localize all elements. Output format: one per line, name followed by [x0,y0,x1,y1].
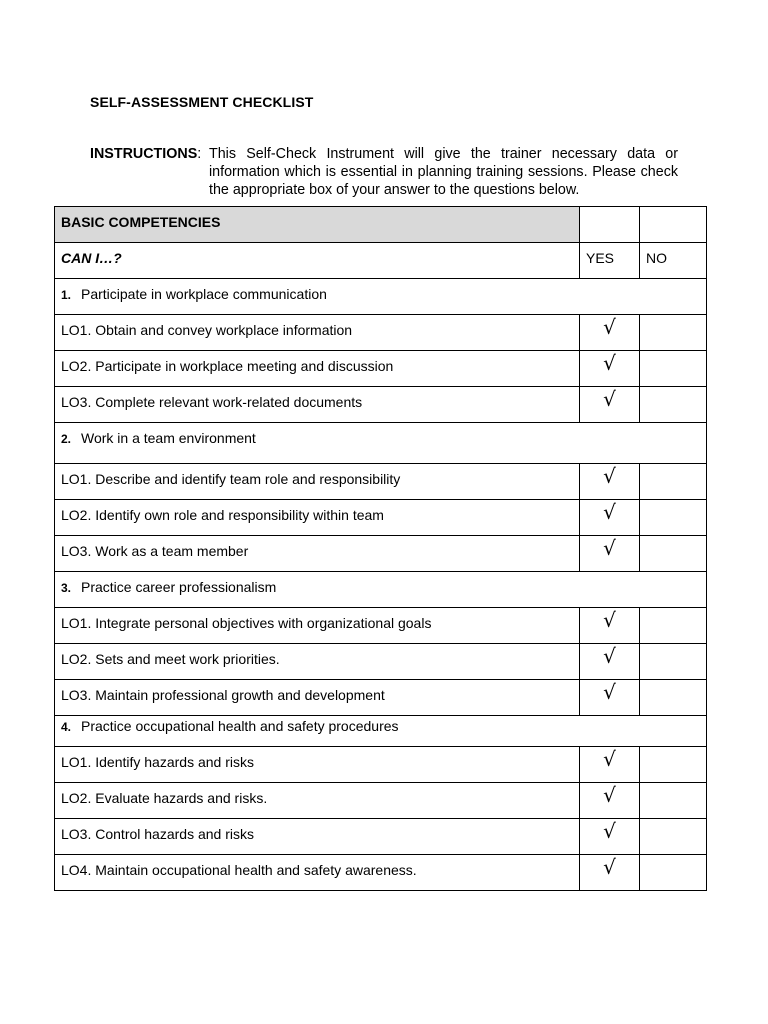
competency-title [55,279,707,315]
yes-checkbox[interactable]: √ [580,783,640,819]
competency-row [55,716,707,747]
no-checkbox[interactable] [640,387,707,423]
no-column-label: NO [640,243,707,279]
competency-title [55,423,707,464]
table-row [55,315,707,351]
no-checkbox[interactable] [640,500,707,536]
self-assessment-table [54,206,707,891]
competency-title-text: Practice occupational health and safety procedures [81,718,399,734]
no-checkbox[interactable] [640,680,707,716]
no-checkbox[interactable] [640,351,707,387]
header-no-blank [640,207,707,243]
yes-column-label: YES [580,243,640,279]
learning-outcome: LO2. Evaluate hazards and risks. [55,783,580,819]
table-row [55,500,707,536]
document-title: SELF-ASSESSMENT CHECKLIST [90,94,314,110]
yes-checkbox[interactable]: √ [580,747,640,783]
no-checkbox[interactable] [640,747,707,783]
yes-checkbox[interactable]: √ [580,644,640,680]
competency-title-text: Work in a team environment [81,430,256,446]
yes-checkbox[interactable]: √ [580,819,640,855]
competency-number: 3. [61,581,72,595]
basic-competencies-header: BASIC COMPETENCIES [55,207,580,243]
learning-outcome: LO3. Complete relevant work-related documents [55,387,580,423]
yes-checkbox[interactable]: √ [580,680,640,716]
competency-number: 1. [61,288,72,302]
competency-title-text: Participate in workplace communication [81,286,327,302]
competency-number: 2. [61,432,72,446]
learning-outcome: LO1. Obtain and convey workplace information [55,315,580,351]
table-row [55,536,707,572]
no-checkbox[interactable] [640,608,707,644]
no-checkbox[interactable] [640,315,707,351]
competency-number: 4. [61,720,72,734]
no-checkbox[interactable] [640,855,707,891]
table-header-row [55,207,707,243]
competency-row [55,279,707,315]
yes-checkbox[interactable]: √ [580,855,640,891]
learning-outcome: LO1. Describe and identify team role and responsibility [55,464,580,500]
competency-title [55,716,707,747]
yes-checkbox[interactable]: √ [580,387,640,423]
competency-title-text: Practice career professionalism [81,579,277,595]
yes-checkbox[interactable]: √ [580,464,640,500]
can-i-prompt: CAN I…? [55,243,580,279]
table-row [55,855,707,891]
competency-row [55,423,707,464]
instructions-lead: INSTRUCTIONS: [90,146,202,162]
learning-outcome: LO3. Work as a team member [55,536,580,572]
table-row [55,819,707,855]
no-checkbox[interactable] [640,464,707,500]
column-label-row [55,243,707,279]
yes-checkbox[interactable]: √ [580,608,640,644]
table-row [55,608,707,644]
no-checkbox[interactable] [640,644,707,680]
yes-checkbox[interactable]: √ [580,536,640,572]
competency-row [55,572,707,608]
learning-outcome: LO1. Identify hazards and risks [55,747,580,783]
table-row [55,680,707,716]
table-row [55,387,707,423]
no-checkbox[interactable] [640,536,707,572]
learning-outcome: LO2. Sets and meet work priorities. [55,644,580,680]
yes-checkbox[interactable]: √ [580,351,640,387]
learning-outcome: LO3. Control hazards and risks [55,819,580,855]
competency-title [55,572,707,608]
no-checkbox[interactable] [640,819,707,855]
instructions-label: INSTRUCTIONS [90,146,198,162]
instructions-text: This Self-Check Instrument will give the trainer necessary data or information which is essential in planning training sessions. Please check the appropriate box of your answer to the questions below. [209,146,678,198]
table-row [55,464,707,500]
learning-outcome: LO2. Participate in workplace meeting and discussion [55,351,580,387]
instructions-block [90,145,678,199]
header-yes-blank [580,207,640,243]
learning-outcome: LO3. Maintain professional growth and development [55,680,580,716]
table-row [55,783,707,819]
learning-outcome: LO1. Integrate personal objectives with organizational goals [55,608,580,644]
learning-outcome: LO4. Maintain occupational health and safety awareness. [55,855,580,891]
yes-checkbox[interactable]: √ [580,500,640,536]
yes-checkbox[interactable]: √ [580,315,640,351]
learning-outcome: LO2. Identify own role and responsibility within team [55,500,580,536]
table-row [55,747,707,783]
no-checkbox[interactable] [640,783,707,819]
table-row [55,644,707,680]
table-row [55,351,707,387]
